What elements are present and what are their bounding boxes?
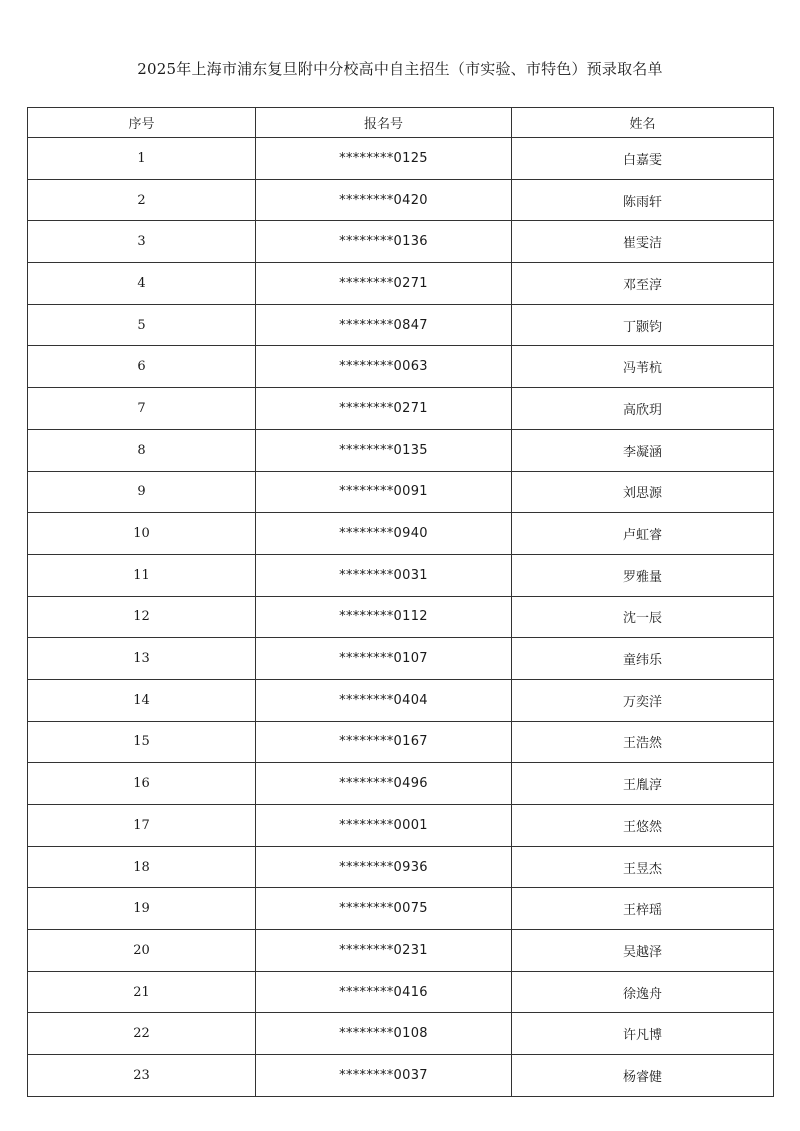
cell-name: 丁颢钧 <box>512 304 774 346</box>
cell-name: 罗雅量 <box>512 554 774 596</box>
cell-reg-no: ********0063 <box>256 346 512 388</box>
cell-reg-no: ********0936 <box>256 846 512 888</box>
cell-seq: 17 <box>28 805 256 847</box>
cell-reg-no: ********0940 <box>256 513 512 555</box>
table-row <box>28 471 774 513</box>
cell-name: 卢虹睿 <box>512 513 774 555</box>
cell-seq: 11 <box>28 554 256 596</box>
cell-seq: 4 <box>28 263 256 305</box>
table-row <box>28 304 774 346</box>
cell-seq: 3 <box>28 221 256 263</box>
admission-list-table <box>27 107 774 1097</box>
cell-reg-no: ********0167 <box>256 721 512 763</box>
cell-name: 刘思源 <box>512 471 774 513</box>
cell-name: 邓至淳 <box>512 263 774 305</box>
table-row <box>28 763 774 805</box>
cell-seq: 13 <box>28 638 256 680</box>
table-row <box>28 930 774 972</box>
cell-reg-no: ********0037 <box>256 1055 512 1097</box>
cell-seq: 10 <box>28 513 256 555</box>
cell-reg-no: ********0125 <box>256 138 512 180</box>
cell-seq: 2 <box>28 179 256 221</box>
cell-reg-no: ********0404 <box>256 679 512 721</box>
cell-name: 王梓瑶 <box>512 888 774 930</box>
cell-reg-no: ********0420 <box>256 179 512 221</box>
table-row <box>28 679 774 721</box>
cell-seq: 22 <box>28 1013 256 1055</box>
table-row <box>28 971 774 1013</box>
cell-name: 王悠然 <box>512 805 774 847</box>
table-body <box>28 138 774 1097</box>
cell-reg-no: ********0496 <box>256 763 512 805</box>
table-row <box>28 805 774 847</box>
cell-seq: 7 <box>28 388 256 430</box>
cell-seq: 16 <box>28 763 256 805</box>
table-row <box>28 721 774 763</box>
cell-name: 王浩然 <box>512 721 774 763</box>
header-seq: 序号 <box>28 108 256 138</box>
cell-reg-no: ********0847 <box>256 304 512 346</box>
header-name: 姓名 <box>512 108 774 138</box>
table-row <box>28 138 774 180</box>
cell-reg-no: ********0136 <box>256 221 512 263</box>
table-row <box>28 346 774 388</box>
table-row <box>28 429 774 471</box>
cell-reg-no: ********0271 <box>256 388 512 430</box>
cell-seq: 8 <box>28 429 256 471</box>
header-reg-no: 报名号 <box>256 108 512 138</box>
cell-name: 杨睿健 <box>512 1055 774 1097</box>
cell-name: 冯苇杭 <box>512 346 774 388</box>
cell-seq: 9 <box>28 471 256 513</box>
table-row <box>28 554 774 596</box>
cell-seq: 23 <box>28 1055 256 1097</box>
table-row <box>28 513 774 555</box>
cell-reg-no: ********0112 <box>256 596 512 638</box>
cell-name: 白嘉雯 <box>512 138 774 180</box>
table-row <box>28 263 774 305</box>
cell-reg-no: ********0001 <box>256 805 512 847</box>
table-row <box>28 638 774 680</box>
table-header-row <box>28 108 774 138</box>
cell-seq: 1 <box>28 138 256 180</box>
cell-reg-no: ********0231 <box>256 930 512 972</box>
cell-reg-no: ********0091 <box>256 471 512 513</box>
cell-name: 王胤淳 <box>512 763 774 805</box>
cell-name: 崔雯洁 <box>512 221 774 263</box>
table-row <box>28 596 774 638</box>
cell-seq: 6 <box>28 346 256 388</box>
cell-name: 王昱杰 <box>512 846 774 888</box>
cell-name: 吴越泽 <box>512 930 774 972</box>
table-row <box>28 221 774 263</box>
cell-reg-no: ********0271 <box>256 263 512 305</box>
cell-reg-no: ********0135 <box>256 429 512 471</box>
cell-reg-no: ********0416 <box>256 971 512 1013</box>
cell-name: 高欣玥 <box>512 388 774 430</box>
cell-seq: 18 <box>28 846 256 888</box>
cell-name: 许凡博 <box>512 1013 774 1055</box>
cell-name: 童纬乐 <box>512 638 774 680</box>
document-title: 2025年上海市浦东复旦附中分校高中自主招生（市实验、市特色）预录取名单 <box>137 60 663 78</box>
cell-name: 陈雨轩 <box>512 179 774 221</box>
cell-name: 万奕洋 <box>512 679 774 721</box>
cell-seq: 14 <box>28 679 256 721</box>
cell-reg-no: ********0107 <box>256 638 512 680</box>
cell-name: 沈一辰 <box>512 596 774 638</box>
table-row <box>28 1055 774 1097</box>
cell-seq: 5 <box>28 304 256 346</box>
cell-reg-no: ********0031 <box>256 554 512 596</box>
cell-name: 徐逸舟 <box>512 971 774 1013</box>
cell-reg-no: ********0075 <box>256 888 512 930</box>
cell-seq: 21 <box>28 971 256 1013</box>
table-row <box>28 888 774 930</box>
cell-seq: 12 <box>28 596 256 638</box>
cell-seq: 20 <box>28 930 256 972</box>
table-row <box>28 388 774 430</box>
table-row <box>28 846 774 888</box>
cell-reg-no: ********0108 <box>256 1013 512 1055</box>
cell-name: 李凝涵 <box>512 429 774 471</box>
table-row <box>28 179 774 221</box>
table-row <box>28 1013 774 1055</box>
cell-seq: 15 <box>28 721 256 763</box>
cell-seq: 19 <box>28 888 256 930</box>
